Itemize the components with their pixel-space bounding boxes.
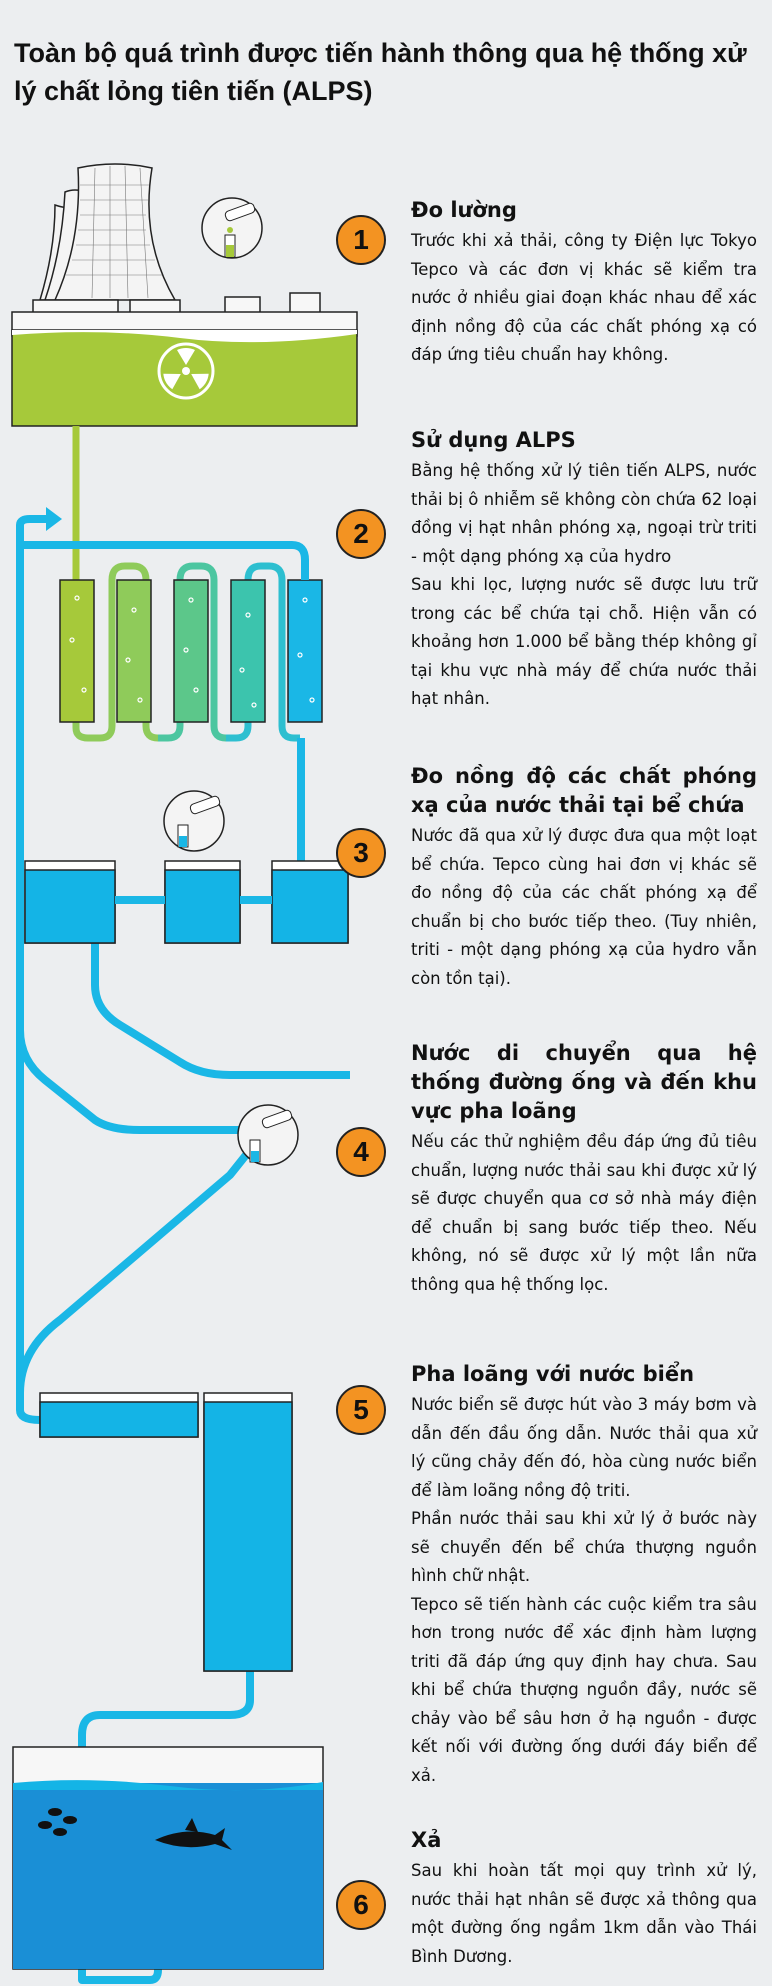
step-text: Tepco sẽ tiến hành các cuộc kiểm tra sâu hơn trong nước để xác định hàm lượng triti đã đáp ứng quy định hay chưa. Sau khi bể chứa thượng nguồn đầy, nước sẽ chảy vào bể sâu hơn ở hạ nguồn - được kết nối với đường ống dưới đáy biển để xả. (411, 1594, 757, 1785)
test-tube-icon (238, 1105, 298, 1165)
step-text: Trước khi xả thải, công ty Điện lực Tokyo Tepco và các đơn vị khác sẽ kiểm tra nước ở nhiều giai đoạn khác nhau để xác định nồng độ của các chất phóng xạ có đáp ứng tiêu chuẩn hay không. (411, 231, 757, 364)
step-3 (411, 762, 757, 993)
step-heading: Sử dụng ALPS (411, 428, 576, 452)
step-1-badge: 1 (336, 215, 386, 265)
step-text: Nếu các thử nghiệm đều đáp ứng đủ tiêu chuẩn, lượng nước thải sau khi được xử lý sẽ được chuyển qua cơ sở nhà máy điện để chuẩn bị sang bước tiếp theo. Nếu không, nó sẽ được xử lý một lần nữa thông qua hệ thống lọc. (411, 1132, 757, 1294)
step-1 (411, 196, 757, 370)
step-2 (411, 426, 757, 714)
test-tube-icon (202, 198, 262, 258)
step-heading: Đo nồng độ các chất phóng xạ của nước thải tại bể chứa (411, 764, 757, 817)
step-text: Phần nước thải sau khi xử lý ở bước này sẽ chuyển đến bể chứa thượng nguồn hình chữ nhật. (411, 1509, 757, 1585)
step-6 (411, 1826, 757, 1971)
step-text: Sau khi hoàn tất mọi quy trình xử lý, nước thải hạt nhân sẽ được xả thông qua một đường ống ngầm 1km dẫn vào Thái Bình Dương. (411, 1861, 757, 1966)
step-text: Nước đã qua xử lý được đưa qua một loạt bể chứa. Tepco cùng hai đơn vị khác sẽ đo nồng độ của các chất phóng xạ để chuẩn bị cho bước tiếp theo. (Tuy nhiên, triti - một dạng phóng xạ của hydro vẫn còn tồn tại). (411, 826, 757, 988)
step-5 (411, 1360, 757, 1790)
page-title: Toàn bộ quá trình được tiến hành thông qua hệ thống xử lý chất lỏng tiên tiến (ALPS) (14, 38, 747, 106)
step-heading: Nước di chuyển qua hệ thống đường ống và đến khu vực pha loãng (411, 1041, 757, 1123)
step-heading: Đo lường (411, 198, 517, 222)
step-text: Sau khi lọc, lượng nước sẽ được lưu trữ trong các bể chứa tại chỗ. Hiện vẫn có khoảng hơn 1.000 bể bằng thép không gỉ tại khu vực nhà máy để chứa nước thải hạt nhân. (411, 575, 757, 708)
step-4-badge: 4 (336, 1127, 386, 1177)
cooling-towers (40, 164, 175, 300)
holding-tanks (25, 861, 348, 943)
step-text: Nước biển sẽ được hút vào 3 máy bơm và dẫn đến đầu ống dẫn. Nước thải qua xử lý cũng chảy đến đó, hòa cùng nước biển để làm loãng nồng độ triti. (411, 1395, 757, 1500)
step-5-badge: 5 (336, 1385, 386, 1435)
step-3-badge: 3 (336, 828, 386, 878)
step-heading: Xả (411, 1828, 442, 1852)
sea (13, 1747, 323, 1969)
dilution-tanks (40, 1393, 292, 1671)
step-2-badge: 2 (336, 509, 386, 559)
step-text: Bằng hệ thống xử lý tiên tiến ALPS, nước thải bị ô nhiễm sẽ không còn chứa 62 loại đồng vị hạt nhân phóng xạ, ngoại trừ triti - một dạng phóng xạ của hydro (411, 461, 757, 566)
test-tube-icon (164, 791, 224, 851)
step-heading: Pha loãng với nước biển (411, 1362, 695, 1386)
step-4 (411, 1039, 757, 1299)
step-6-badge: 6 (336, 1880, 386, 1930)
arrow-right-icon (46, 507, 62, 531)
